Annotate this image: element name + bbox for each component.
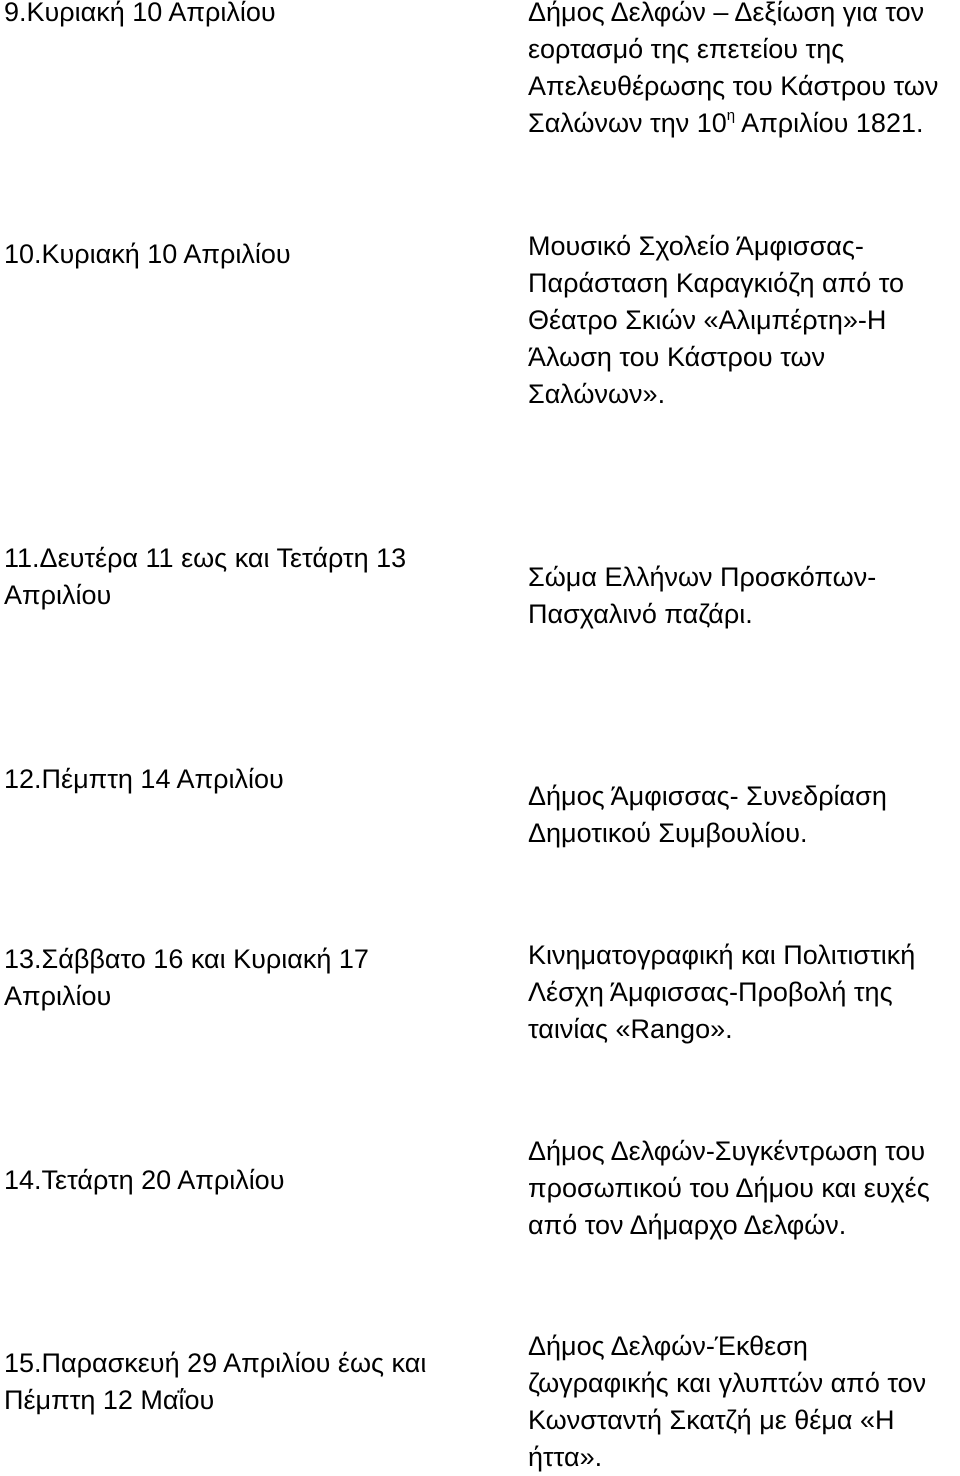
ordinal-superscript: η	[726, 107, 736, 124]
event-description: Δήμος Δελφών-Συγκέντρωση του προσωπικού του Δήμου και ευχές από τον Δήμαρχο Δελφών.	[528, 1136, 930, 1240]
event-date: 9.Κυριακή 10 Απριλίου	[4, 0, 276, 27]
event-description: Δήμος Δελφών-Έκθεση ζωγραφικής και γλυπτών από τον Κωνσταντή Σκατζή με θέμα «Η ήττα».	[528, 1331, 927, 1472]
event-date: 15.Παρασκευή 29 Απριλίου έως και Πέμπτη 12 Μαΐου	[4, 1348, 427, 1415]
event-date: 11.Δευτέρα 11 εως και Τετάρτη 13 Απριλίου	[4, 543, 407, 610]
event-date: 14.Τετάρτη 20 Απριλίου	[4, 1165, 285, 1195]
event-description: Μουσικό Σχολείο Άμφισσας- Παράσταση Καραγκιόζη από το Θέατρο Σκιών «Αλιμπέρτη»-Η Άλωση του Κάστρου των Σαλώνων».	[528, 231, 905, 409]
event-description-text: Δήμος Δελφών – Δεξίωση για τον εορτασμό της επετείου της Απελευθέρωσης του Κάστρου των Σαλώνων την 10	[528, 0, 939, 138]
event-date: 10.Κυριακή 10 Απριλίου	[4, 239, 291, 269]
event-description-text: Απριλίου 1821.	[735, 108, 924, 138]
event-description: Σώμα Ελλήνων Προσκόπων- Πασχαλινό παζάρι.	[528, 562, 877, 629]
event-description: Κινηματογραφική και Πολιτιστική Λέσχη Άμφισσας-Προβολή της ταινίας «Rango».	[528, 940, 916, 1044]
event-date: 13.Σάββατο 16 και Κυριακή 17 Απριλίου	[4, 944, 369, 1011]
event-description	[528, 0, 958, 142]
event-date: 12.Πέμπτη 14 Απριλίου	[4, 764, 284, 794]
event-description: Δήμος Άμφισσας- Συνεδρίαση Δημοτικού Συμβουλίου.	[528, 781, 887, 848]
